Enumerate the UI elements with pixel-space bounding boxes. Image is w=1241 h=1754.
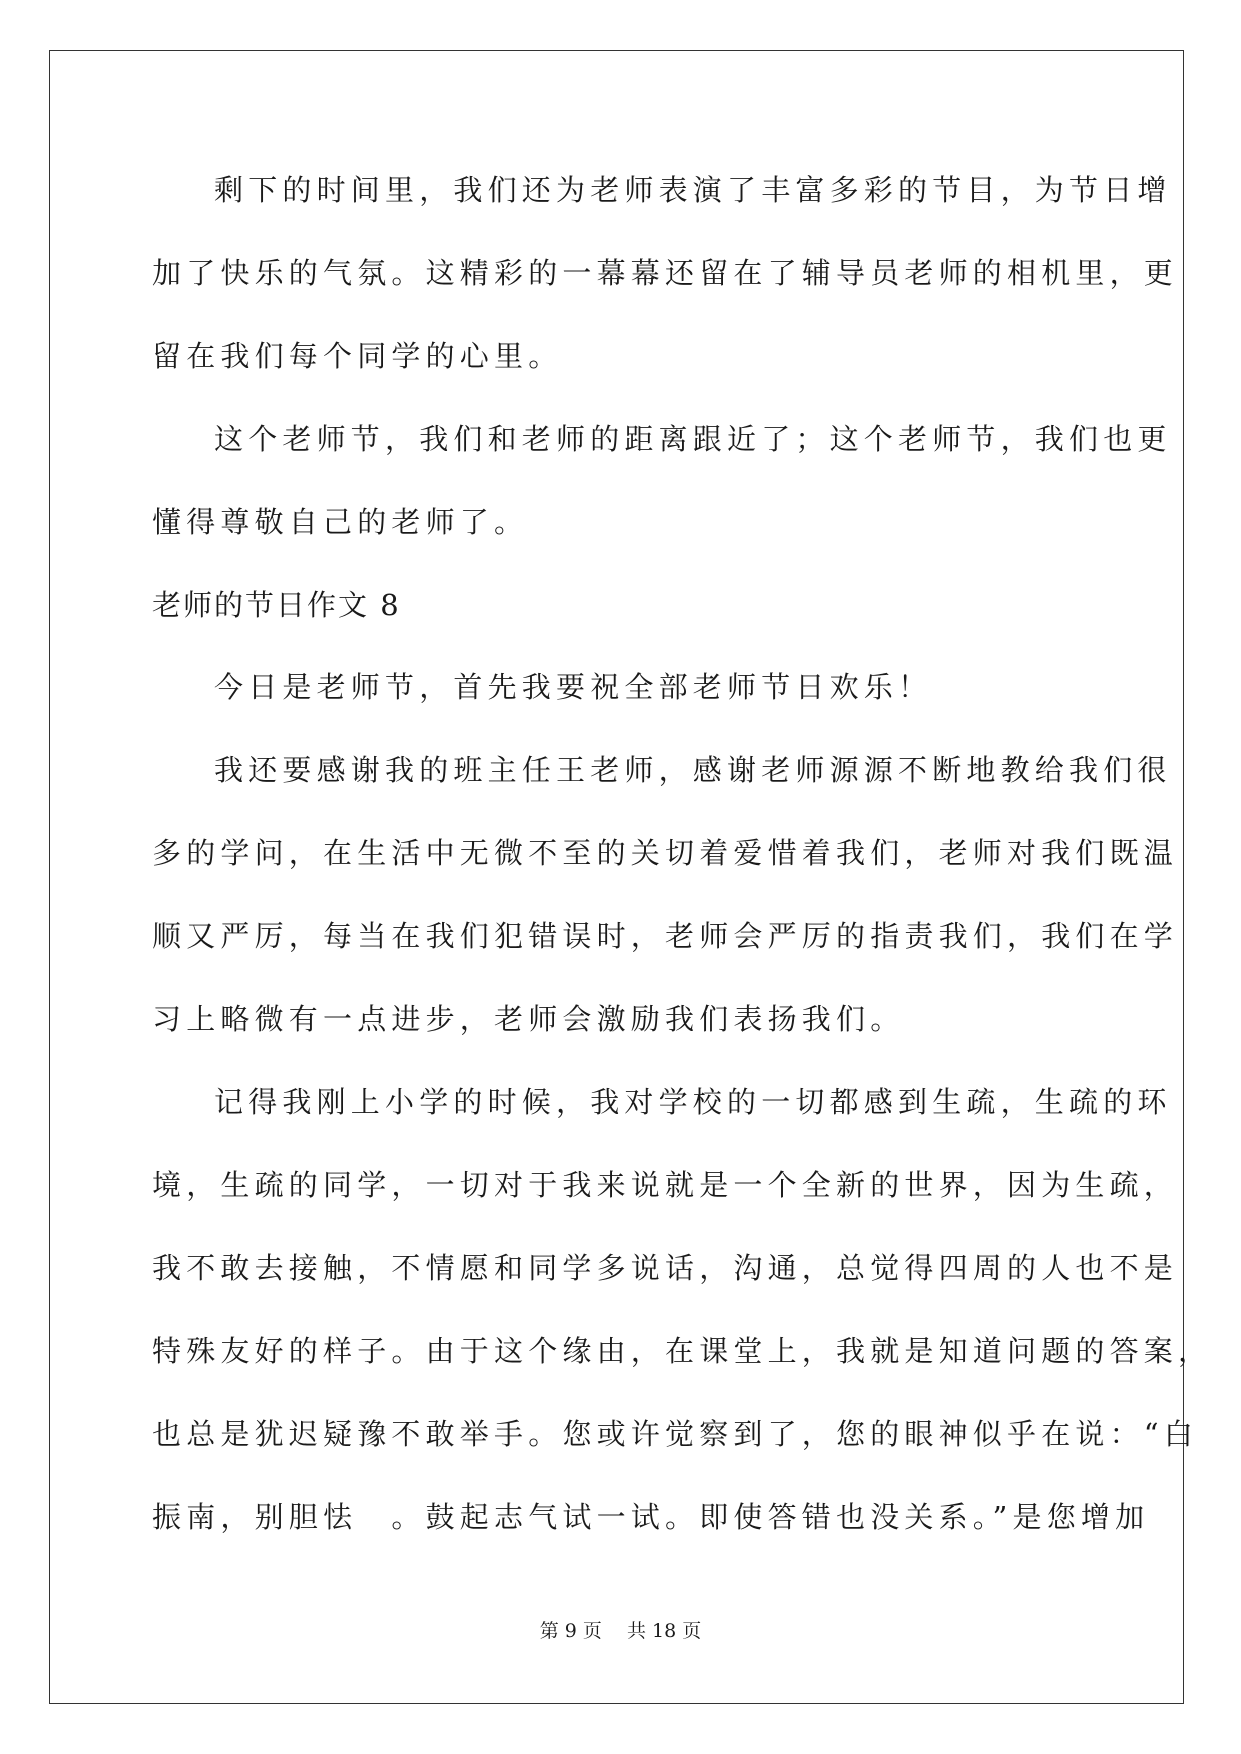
paragraph-line: 振南，别胆怯 。鼓起志气试一试。即使答错也没关系。”是您增加 bbox=[152, 1500, 1150, 1534]
paragraph-line: 留在我们每个同学的心里。 bbox=[152, 339, 563, 373]
section-heading: 老师的节日作文 8 bbox=[152, 588, 401, 622]
paragraph-line: 习上略微有一点进步，老师会激励我们表扬我们。 bbox=[152, 1002, 905, 1036]
paragraph-line: 顺又严厉，每当在我们犯错误时，老师会严厉的指责我们，我们在学 bbox=[152, 919, 1179, 953]
paragraph-line: 多的学问，在生活中无微不至的关切着爱惜着我们，老师对我们既温 bbox=[152, 836, 1179, 870]
paragraph-line: 懂得尊敬自己的老师了。 bbox=[152, 505, 529, 539]
paragraph-line: 这个老师节，我们和老师的距离跟近了；这个老师节，我们也更 bbox=[214, 422, 1172, 456]
paragraph-line: 今日是老师节，首先我要祝全部老师节日欢乐！ bbox=[214, 670, 933, 704]
paragraph-line: 剩下的时间里，我们还为老师表演了丰富多彩的节目，为节日增 bbox=[214, 173, 1172, 207]
paragraph-line: 我不敢去接触，不情愿和同学多说话，沟通，总觉得四周的人也不是 bbox=[152, 1251, 1179, 1285]
paragraph-line: 特殊友好的样子。由于这个缘由，在课堂上，我就是知道问题的答案， bbox=[152, 1334, 1213, 1368]
paragraph-line: 加了快乐的气氛。这精彩的一幕幕还留在了辅导员老师的相机里，更 bbox=[152, 256, 1179, 290]
paragraph-line: 境，生疏的同学，一切对于我来说就是一个全新的世界，因为生疏， bbox=[152, 1168, 1179, 1202]
page-number-footer: 第 9 页 共 18 页 bbox=[539, 1620, 702, 1642]
page-border bbox=[49, 50, 1184, 1704]
paragraph-line: 记得我刚上小学的时候，我对学校的一切都感到生疏，生疏的环 bbox=[214, 1085, 1172, 1119]
paragraph-line: 我还要感谢我的班主任王老师，感谢老师源源不断地教给我们很 bbox=[214, 753, 1172, 787]
paragraph-line: 也总是犹迟疑豫不敢举手。您或许觉察到了，您的眼神似乎在说：“白 bbox=[152, 1417, 1199, 1451]
